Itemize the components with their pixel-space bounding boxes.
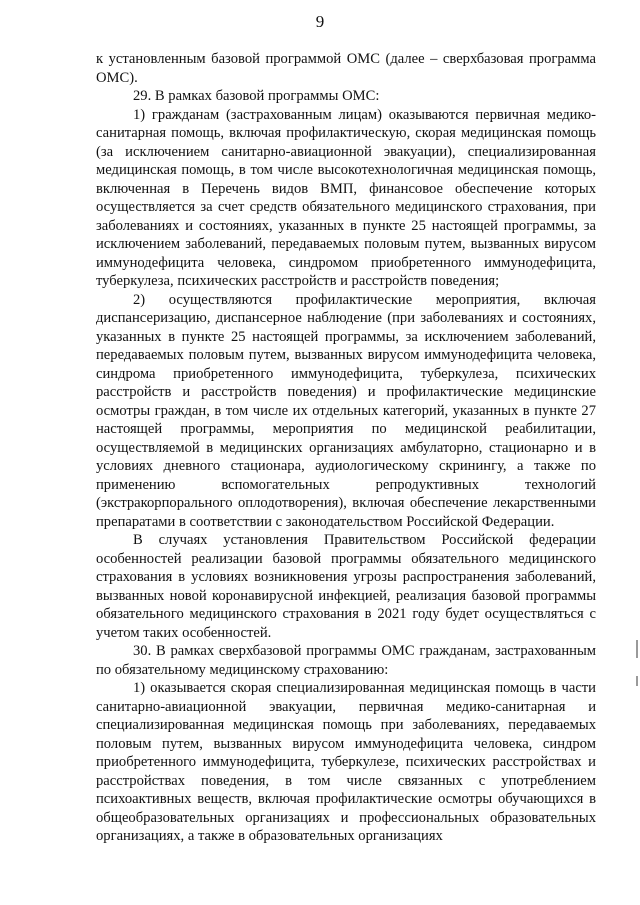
paragraph-item-29: 29. В рамках базовой программы ОМС: — [133, 88, 380, 104]
paragraph-item-29-1: 1) гражданам (застрахованным лицам) оказываются первичная медико-санитарная помощь, включая профилактическую, скорая медицинская помощь (за исключением санитарно-авиационной эвакуации), специализированная медицинская помощь, в том числе высокотехнологичная медицинская помощь, включенная в Перечень видов ВМП, финансовое обеспечение которых осуществляется за счет средств обязательного медицинского страхования, при заболеваниях и состояниях, указанных в пункте 25 настоящей программы, за исключением заболеваний, передаваемых половым путем, вызванных вирусом иммунодефицита человека, синдромом приобретенного иммунодефицита, туберкулеза, психических расстройств и расстройств поведения; — [96, 106, 596, 289]
paragraph-item-29-2: 2) осуществляются профилактические мероприятия, включая диспансеризацию, диспансерное наблюдение (при заболеваниях и состояниях, указанных в пункте 25 настоящей программы, за исключением заболеваний, передаваемых половым путем, вызванных вирусом иммунодефицита человека, синдрома приобретенного иммунодефицита, туберкулеза, психических расстройств и расстройств поведения) и профилактические медицинские осмотры граждан, в том числе их отдельных категорий, указанных в пункте 27 настоящей программы, мероприятия по медицинской реабилитации, осуществляемой в медицинских организациях амбулаторно, стационарно и в условиях дневного стационара, аудиологическому скринингу, а также по применению вспомогательных репродуктивных технологий (экстракорпорального оплодотворения), включая обеспечение лекарственными препаратами в соответствии с законодательством Российской Федерации. — [96, 291, 596, 530]
paragraph-continuation: к установленным базовой программой ОМС (далее – сверхбазовая программа ОМС). — [96, 51, 596, 86]
paragraph-item-30: 30. В рамках сверхбазовой программы ОМС гражданам, застрахованным по обязательному медицинскому страхованию: — [96, 643, 596, 678]
scan-edge-mark — [636, 640, 638, 658]
page-number: 9 — [315, 12, 325, 31]
scan-edge-mark — [636, 676, 638, 686]
paragraph-item-30-1: 1) оказывается скорая специализированная медицинская помощь в части санитарно-авиационной эвакуации, первичная медико-санитарная и специализированная медицинская помощь при заболеваниях, передаваемых половым путем, вызванных вирусом иммунодефицита человека, синдром приобретенного иммунодефицита, туберкулезе, психических расстройствах и расстройствах поведения, в том числе связанных с употреблением психоактивных веществ, включая профилактические осмотры обучающихся в общеобразовательных организациях и профессиональных образовательных организациях, а также в образовательных организациях — [96, 680, 596, 844]
paragraph-covid-note: В случаях установления Правительством Российской федерации особенностей реализации базовой программы обязательного медицинского страхования в условиях возникновения угрозы распространения заболеваний, вызванных новой коронавирусной инфекцией, реализация базовой программы обязательного медицинского страхования в 2021 году будет осуществляться с учетом таких особенностей. — [96, 532, 596, 641]
document-body — [96, 50, 596, 846]
